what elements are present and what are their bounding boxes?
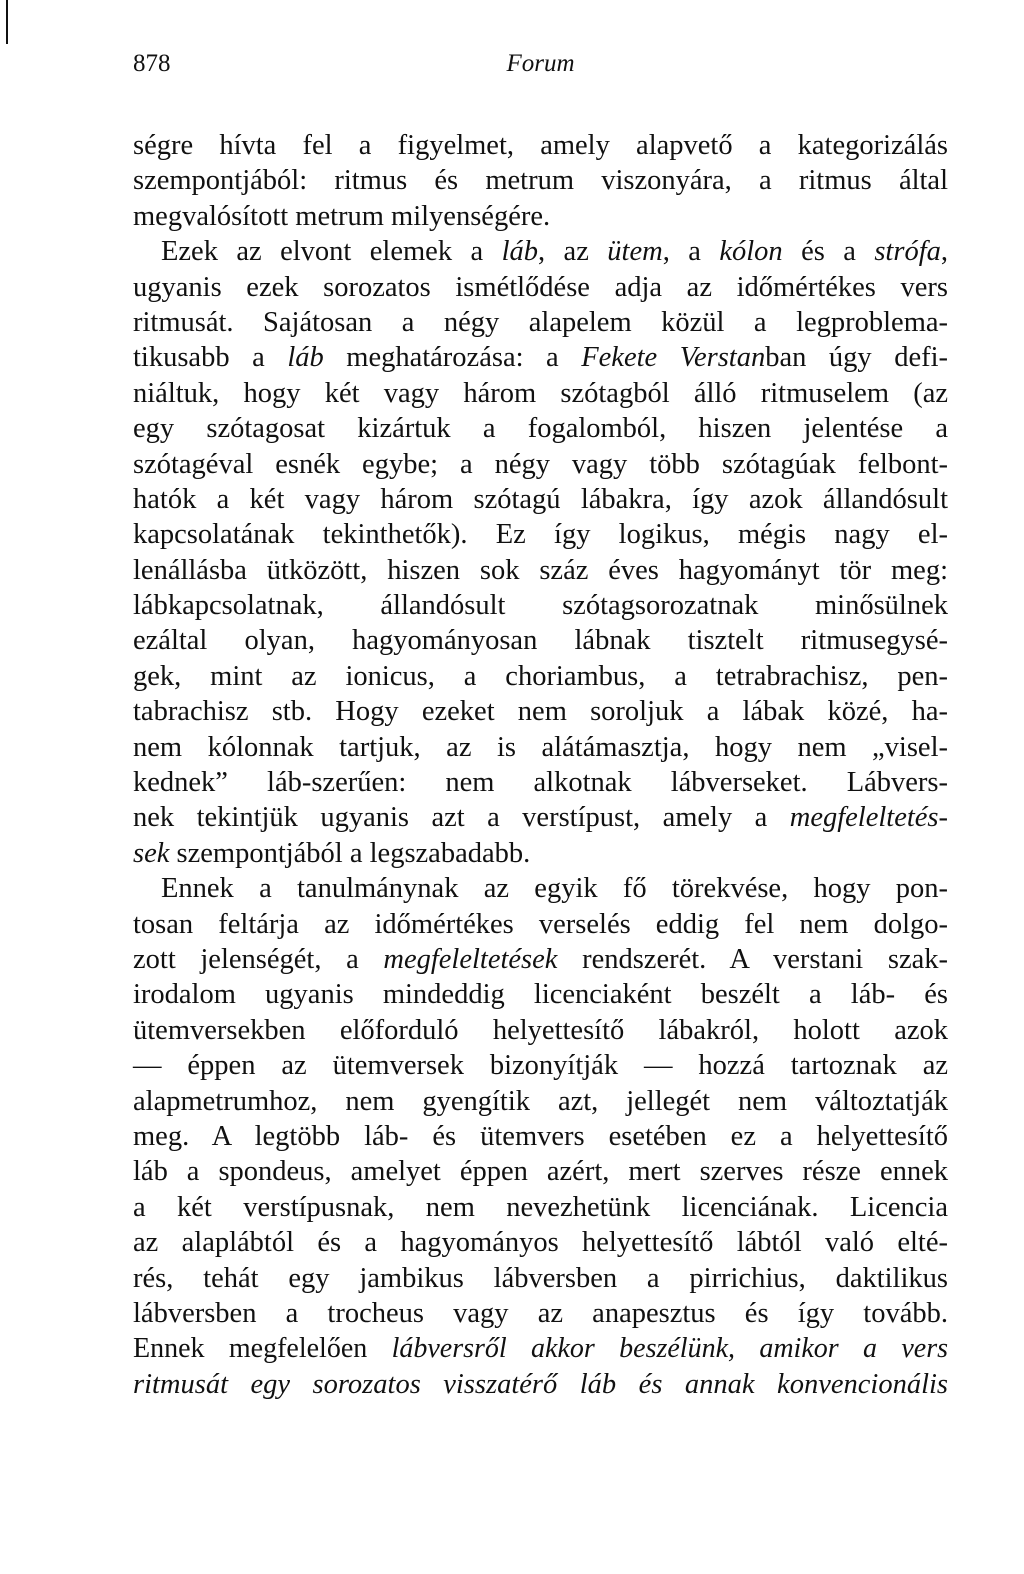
text-segment: és a [782,236,875,268]
text-line [133,694,948,729]
text-segment: az alaplábtól és a hagyományos helyettesítő lábtól való elté- [133,1227,948,1259]
text-line [133,1084,948,1119]
text-line [133,1331,948,1366]
running-head: Forum [506,50,575,77]
text-segment: megvalósított metrum milyenségére. [133,200,551,232]
text-segment: , az [538,236,608,268]
italic-text: kólon [719,236,783,268]
text-segment: rés, tehát egy jambikus lábversben a pirrichius, daktilikus [133,1262,948,1294]
text-segment: ban úgy defi- [765,342,948,374]
text-segment: a két verstípusnak, nem nevezhetünk licenciának. Licencia [133,1191,948,1223]
text-line [133,517,948,552]
text-segment: lábversben a trocheus vagy az anapesztus és így tovább. [133,1297,948,1329]
text-line [133,1225,948,1260]
text-line [133,1119,948,1154]
text-segment: tikusabb a [133,342,288,374]
text-segment: ezáltal olyan, hagyományosan lábnak tisztelt ritmusegysé- [133,625,948,657]
text-segment: , a [662,236,720,268]
text-segment: irodalom ugyanis mindeddig licenciaként beszélt a láb- és [133,979,948,1011]
page-header [133,44,948,84]
text-line [133,270,948,305]
italic-text: láb [501,236,538,268]
text-segment: egy szótagosat kizártuk a fogalomból, hiszen jelentése a [133,413,948,445]
italic-text: ritmusát egy sorozatos visszatérő láb és annak konvencionális [133,1368,948,1400]
text-segment: lenállásba ütközött, hiszen sok száz éves hagyományt tör meg: [133,554,948,586]
text-segment: kapcsolatának tekinthetők). Ez így logikus, mégis nagy el- [133,519,948,551]
text-line [133,800,948,835]
text-line [133,659,948,694]
italic-text: láb [287,342,324,374]
text-line [133,1367,948,1402]
text-line [133,871,948,906]
text-segment: rendszerét. A verstani szak- [557,943,948,975]
text-segment: Ezek az elvont elemek a [161,236,502,268]
page-edge-mark [6,0,8,44]
text-line [133,1154,948,1189]
text-line [133,128,948,163]
text-line [133,977,948,1012]
text-segment: szempontjából a legszabadabb. [169,837,531,869]
text-line [133,340,948,375]
text-line [133,836,948,871]
text-line [133,907,948,942]
text-segment: ütemversekben előforduló helyettesítő lábakról, holott azok [133,1014,948,1046]
text-line [133,305,948,340]
page-number: 878 [133,50,171,77]
text-segment: ségre hívta fel a figyelmet, amely alapvető a kategorizálás [133,130,948,161]
text-segment: — éppen az ütemversek bizonyítják — hozzá tartoznak az [133,1050,948,1082]
text-segment: meg. A legtöbb láb- és ütemvers esetében ez a helyettesítő [133,1120,948,1152]
text-line [133,376,948,411]
text-line [133,1296,948,1331]
text-line [133,234,948,269]
text-line [133,1190,948,1225]
text-segment: niáltuk, hogy két vagy három szótagból álló ritmuselem (az [133,377,948,409]
text-segment: alapmetrumhoz, nem gyengítik azt, jellegét nem változtatják [133,1085,948,1117]
italic-text: ütem [607,236,663,268]
text-segment: tosan feltárja az időmértékes verselés eddig fel nem dolgo- [133,908,948,940]
text-segment: nem kólonnak tartjuk, az is alátámasztja, hogy nem „visel- [133,731,948,763]
text-segment: tabrachisz stb. Hogy ezeket nem soroljuk a lábak közé, ha- [133,696,948,728]
text-segment: Ennek a tanulmánynak az egyik fő törekvése, hogy pon- [161,873,948,905]
text-line [133,588,948,623]
text-segment: , [940,236,948,268]
text-line [133,553,948,588]
text-line [133,730,948,765]
body-text [133,128,948,1402]
italic-text: megfeleltetés- [789,802,948,834]
text-line [133,447,948,482]
text-segment: láb a spondeus, amelyet éppen azért, mert szerves része ennek [133,1156,948,1188]
text-segment: szempontjából: ritmus és metrum viszonyára, a ritmus által [133,165,948,197]
italic-text: sek [133,837,170,869]
text-line [133,1261,948,1296]
text-line [133,623,948,658]
text-segment: szótagéval esnék egybe; a négy vagy több szótagúak felbont- [133,448,948,480]
italic-text: strófa [874,236,941,268]
text-segment: hatók a két vagy három szótagú lábakra, így azok állandósult [133,483,948,515]
text-line [133,163,948,198]
text-line [133,1013,948,1048]
text-segment: zott jelenségét, a [133,943,384,975]
text-line [133,1048,948,1083]
text-line [133,765,948,800]
italic-text: lábversről akkor beszélünk, amikor a vers [391,1333,948,1365]
text-segment: meghatározása: a [323,342,582,374]
text-line [133,482,948,517]
italic-text: Fekete Verstan [581,342,766,374]
text-segment: ugyanis ezek sorozatos ismétlődése adja az időmértékes vers [133,271,948,303]
text-segment: gek, mint az ionicus, a choriambus, a tetrabrachisz, pen- [133,660,948,692]
text-segment: kednek” láb-szerűen: nem alkotnak lábverseket. Lábvers- [133,767,948,799]
text-segment: ritmusát. Sajátosan a négy alapelem közül a legproblema- [133,306,948,338]
text-line [133,942,948,977]
text-segment: nek tekintjük ugyanis azt a verstípust, amely a [133,802,790,834]
text-line [133,199,948,234]
text-segment: Ennek megfelelően [133,1333,392,1365]
italic-text: megfeleltetések [383,943,558,975]
text-line [133,411,948,446]
text-segment: lábkapcsolatnak, állandósult szótagsorozatnak minősülnek [133,590,948,622]
